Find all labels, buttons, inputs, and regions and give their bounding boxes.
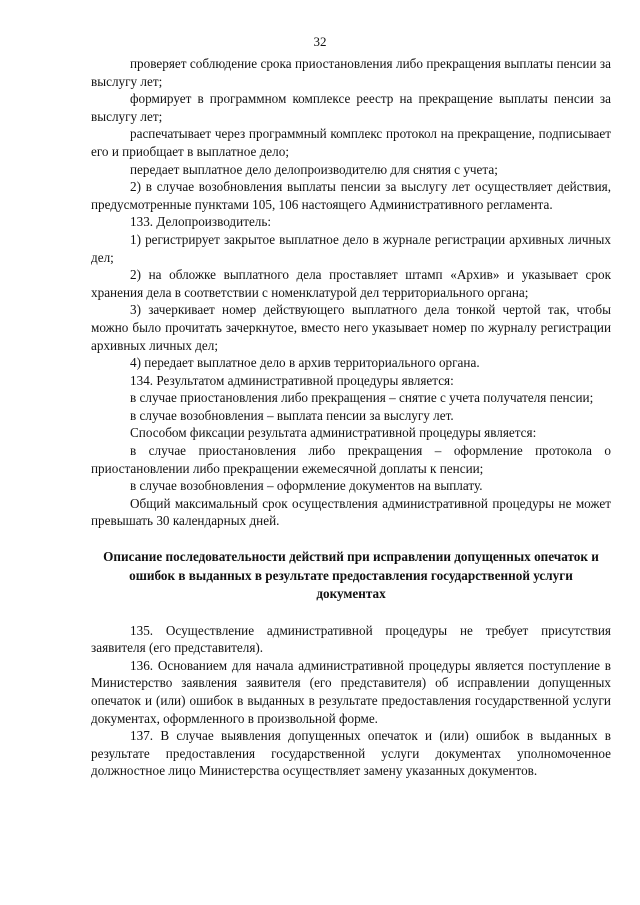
paragraph: Общий максимальный срок осуществления административной процедуры не может превышать 30 календарных дней. [91, 495, 611, 529]
paragraph: проверяет соблюдение срока приостановления либо прекращения выплаты пенсии за выслугу лет; [91, 56, 611, 89]
paragraph: 1) регистрирует закрытое выплатное дело в журнале регистрации архивных личных дел; [91, 231, 611, 265]
paragraph: передает выплатное дело делопроизводителю для снятия с учета; [130, 161, 498, 177]
paragraph: Способом фиксации результата административной процедуры является: [130, 425, 537, 441]
paragraph: 2) в случае возобновления выплаты пенсии за выслугу лет осуществляет действия, предусмотренные пунктами 105, 106 настоящего Административного регламента. [91, 179, 611, 212]
paragraph: 137. В случае выявления допущенных опечаток и (или) ошибок в выданных в результате предоставления государственной услуги документах уполномоченное должностное лицо Министерства осуществляет замену указанных документов. [91, 728, 611, 779]
page-number: 32 [313, 34, 327, 49]
document-body [91, 55, 611, 780]
section-heading: Описание последовательности действий при исправлении допущенных опечаток и ошибок в выданных в результате предоставления государственной услуги документах [103, 549, 599, 602]
paragraph: 135. Осуществление административной процедуры не требует присутствия заявителя (его представителя). [91, 622, 611, 656]
paragraph: в случае приостановления либо прекращения – оформление протокола о приостановлении либо прекращении ежемесячной доплаты к пенсии; [91, 443, 611, 476]
paragraph: в случае возобновления – выплата пенсии за выслугу лет. [130, 407, 454, 423]
paragraph: в случае приостановления либо прекращения – снятие с учета получателя пенсии; [130, 390, 594, 406]
paragraph: 133. Делопроизводитель: [130, 214, 272, 230]
paragraph: в случае возобновления – оформление документов на выплату. [130, 478, 483, 494]
paragraph: 136. Основанием для начала административной процедуры является поступление в Министерство заявления заявителя (его представителя) об исправлении допущенных опечаток и (или) ошибок в выданных в результате предоставления государственной услуги документах, оформленного в произвольной форме. [91, 657, 611, 726]
paragraph: распечатывает через программный комплекс протокол на прекращение, подписывает его и приобщает в выплатное дело; [91, 126, 611, 159]
paragraph: 3) зачеркивает номер действующего выплатного дела тонкой чертой так, чтобы можно было прочитать зачеркнутое, вместо него указывает номер по журналу регистрации архивных личных дел; [91, 302, 611, 353]
paragraph: 134. Результатом административной процедуры является: [130, 372, 454, 388]
paragraph: 4) передает выплатное дело в архив территориального органа. [130, 355, 480, 371]
paragraph: формирует в программном комплексе реестр на прекращение выплаты пенсии за выслугу лет; [91, 91, 611, 124]
paragraph: 2) на обложке выплатного дела проставляет штамп «Архив» и указывает срок хранения дела в соответствии с номенклатурой дел территориального органа; [91, 267, 611, 300]
